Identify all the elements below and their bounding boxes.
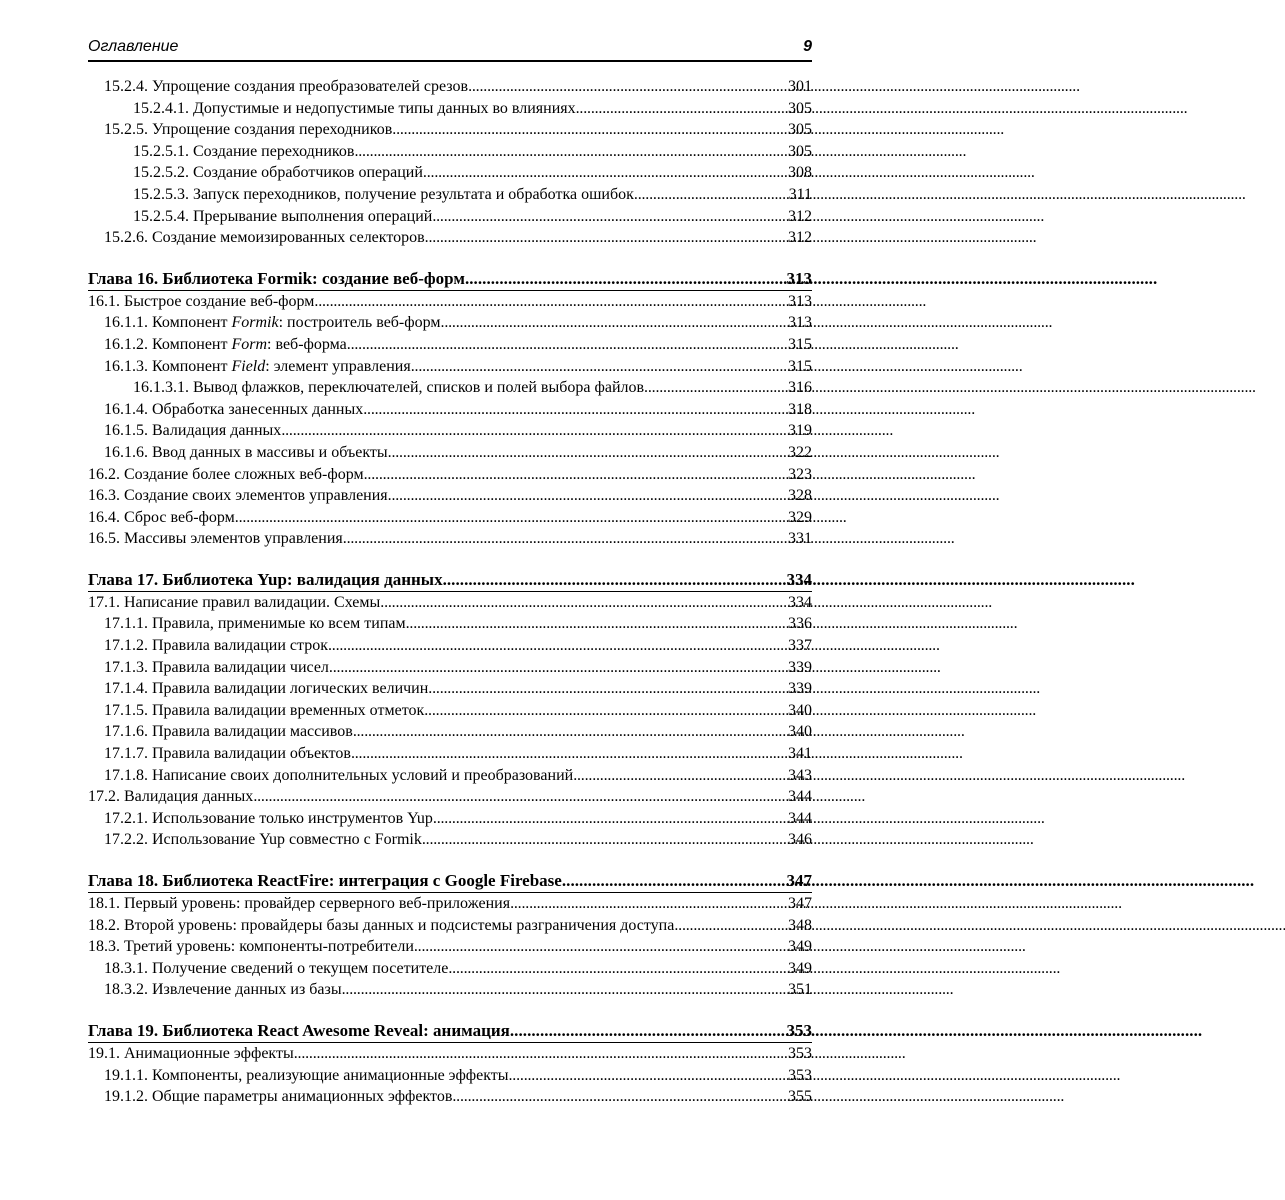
toc-entry-page-number: 339 bbox=[788, 658, 812, 676]
toc-entry[interactable] bbox=[88, 162, 812, 184]
toc-entry-label: 17.1.3. Правила валидации чисел bbox=[104, 658, 329, 676]
toc-entry-label: 17.1.6. Правила валидации массивов bbox=[104, 723, 353, 741]
toc-entry[interactable] bbox=[88, 464, 812, 486]
dot-leader bbox=[634, 184, 789, 206]
dot-leader bbox=[441, 312, 788, 334]
toc-entry-label-emphasis: Field bbox=[231, 357, 266, 375]
toc-entry-label: 17.1.4. Правила валидации логических величин bbox=[104, 680, 429, 698]
toc-entry[interactable] bbox=[88, 936, 812, 958]
toc-entry-label: 15.2.5.2. Создание обработчиков операций bbox=[133, 164, 423, 182]
toc-entry-page-number: 349 bbox=[788, 938, 812, 956]
toc-entry-page-number: 312 bbox=[788, 229, 812, 247]
toc-entry[interactable] bbox=[88, 635, 812, 657]
toc-entry-label: 16.1.5. Валидация данных bbox=[104, 422, 282, 440]
toc-entry[interactable] bbox=[88, 1086, 812, 1108]
toc-entry-label: 19.1. Анимационные эффекты bbox=[88, 1044, 294, 1062]
dot-leader bbox=[432, 206, 788, 228]
toc-entry[interactable] bbox=[88, 893, 812, 915]
toc-entry-page-number: 341 bbox=[788, 745, 812, 763]
toc-entry-page-number: 336 bbox=[788, 615, 812, 633]
dot-leader bbox=[328, 635, 788, 657]
toc-entry-page-number: 301 bbox=[788, 78, 812, 95]
toc-entry-label-text: : веб-форма bbox=[267, 335, 347, 353]
dot-leader bbox=[380, 592, 788, 614]
dot-leader bbox=[423, 162, 788, 184]
dot-leader bbox=[443, 569, 787, 591]
toc-entry-page-number: 351 bbox=[788, 981, 812, 999]
dot-leader bbox=[510, 893, 788, 915]
toc-entry-label: 17.1.8. Написание своих дополнительных условий и преобразований bbox=[104, 766, 574, 784]
toc-entry-label-emphasis: Formik bbox=[231, 314, 279, 332]
toc-entry-label: 15.2.5.4. Прерывание выполнения операций bbox=[133, 207, 433, 225]
dot-leader bbox=[448, 958, 788, 980]
toc-entry[interactable] bbox=[88, 485, 812, 507]
toc-entry-page-number: 328 bbox=[788, 487, 812, 505]
toc-entry-page-number: 331 bbox=[788, 530, 812, 548]
toc-entry-label: 17.2.1. Использование только инструментов Yup bbox=[104, 809, 433, 827]
toc-entry-page-number: 313 bbox=[786, 268, 812, 288]
running-head bbox=[88, 36, 812, 62]
toc-entry-page-number: 313 bbox=[788, 292, 812, 310]
dot-leader bbox=[343, 528, 788, 550]
toc-entry-page-number: 313 bbox=[788, 314, 812, 332]
dot-leader bbox=[422, 829, 788, 851]
dot-leader bbox=[342, 979, 788, 1001]
toc-entry[interactable] bbox=[88, 786, 812, 808]
toc-entry-label: 16.3. Создание своих элементов управления bbox=[88, 487, 388, 505]
toc-entry-page-number: 315 bbox=[788, 335, 812, 353]
toc-entry-page-number: 311 bbox=[788, 185, 812, 203]
dot-leader bbox=[644, 377, 788, 399]
toc-entry-page-number: 316 bbox=[788, 379, 812, 397]
dot-leader bbox=[509, 1065, 789, 1087]
dot-leader bbox=[433, 808, 788, 830]
toc-chapter-entry[interactable] bbox=[88, 870, 812, 893]
dot-leader bbox=[351, 743, 788, 765]
toc-entry-label: 15.2.5.1. Создание переходников bbox=[133, 142, 355, 160]
toc-entry-label: 17.1.5. Правила валидации временных отметок bbox=[104, 701, 425, 719]
toc-entry-page-number: 312 bbox=[788, 207, 812, 225]
toc-entry-label: 17.2.2. Использование Yup совместно с Formik bbox=[104, 831, 422, 849]
toc-entry-label: Глава 16. Библиотека Formik: создание веб-форм bbox=[88, 268, 465, 288]
dot-leader bbox=[674, 915, 788, 937]
toc-entry-label-text: : построитель веб-форм bbox=[278, 314, 441, 332]
toc-entry[interactable] bbox=[88, 442, 812, 464]
toc-entry-label: 17.1. Написание правил валидации. Схемы bbox=[88, 593, 381, 611]
toc-entry-page-number: 308 bbox=[788, 164, 812, 182]
toc-entry-label: 16.1.6. Ввод данных в массивы и объекты bbox=[104, 443, 388, 461]
toc-entry-page-number: 318 bbox=[788, 400, 812, 418]
toc-entry[interactable] bbox=[88, 958, 812, 980]
dot-leader bbox=[428, 678, 788, 700]
dot-leader bbox=[281, 420, 788, 442]
dot-leader bbox=[562, 870, 787, 892]
toc-entry[interactable] bbox=[88, 76, 812, 98]
dot-leader bbox=[354, 141, 788, 163]
toc-entry[interactable] bbox=[88, 528, 812, 550]
toc-entry-page-number: 315 bbox=[788, 357, 812, 375]
toc-entry[interactable] bbox=[88, 657, 812, 679]
toc-entry-label bbox=[104, 334, 347, 356]
toc-entry[interactable] bbox=[88, 420, 812, 442]
dot-leader bbox=[235, 507, 788, 529]
toc-entry-page-number: 322 bbox=[788, 443, 812, 461]
toc-entry-label: 18.1. Первый уровень: провайдер серверного веб-приложения bbox=[88, 895, 511, 912]
toc-entry-label bbox=[104, 356, 411, 378]
toc-entry-label: 15.2.5. Упрощение создания переходников bbox=[104, 121, 393, 139]
dot-leader bbox=[392, 119, 788, 141]
dot-leader bbox=[406, 613, 788, 635]
toc-chapter-entry[interactable] bbox=[88, 1020, 812, 1043]
dot-leader bbox=[363, 399, 788, 421]
toc-entry[interactable] bbox=[88, 613, 812, 635]
toc-entry-label: 18.3.1. Получение сведений о текущем посетителе bbox=[104, 959, 449, 977]
toc-entry-page-number: 355 bbox=[788, 1088, 812, 1106]
toc-entry[interactable] bbox=[88, 592, 812, 614]
toc-entry-label: 15.2.4.1. Допустимые и недопустимые типы данных во влияниях bbox=[133, 99, 576, 117]
toc-entry-label-text: 16.1.2. Компонент bbox=[104, 335, 232, 353]
toc-entry-page-number: 347 bbox=[786, 871, 812, 890]
toc-entry-page-number: 305 bbox=[788, 99, 812, 117]
toc-entry-label-text: : элемент управления bbox=[265, 357, 411, 375]
dot-leader bbox=[465, 268, 787, 290]
toc-entry-label: 17.1.1. Правила, применимые ко всем типам bbox=[104, 615, 406, 633]
toc-entry[interactable] bbox=[88, 979, 812, 1001]
toc-entry-label: 16.1.4. Обработка занесенных данных bbox=[104, 400, 364, 418]
dot-leader bbox=[364, 464, 788, 486]
toc-entry[interactable] bbox=[88, 829, 812, 851]
toc-entry-page-number: 353 bbox=[788, 1066, 812, 1084]
toc-entry-label bbox=[104, 312, 441, 334]
toc-entry[interactable] bbox=[88, 808, 812, 830]
toc-entry-label: 15.2.4. Упрощение создания преобразователей срезов bbox=[104, 78, 469, 95]
toc-entry-label: 18.2. Второй уровень: провайдеры базы данных и подсистемы разграничения доступа bbox=[88, 916, 675, 934]
dot-leader bbox=[353, 721, 788, 743]
dot-leader bbox=[329, 657, 788, 679]
toc-chapter-entry[interactable] bbox=[88, 569, 812, 592]
toc-entry-page-number: 339 bbox=[788, 680, 812, 698]
toc-entry[interactable] bbox=[88, 227, 812, 249]
toc-entry[interactable] bbox=[88, 184, 812, 206]
toc-entry-label: 15.2.5.3. Запуск переходников, получение результата и обработка ошибок bbox=[133, 185, 634, 203]
toc-entry[interactable] bbox=[88, 206, 812, 228]
toc-entry[interactable] bbox=[88, 291, 812, 313]
toc-entry-label-text: 16.1.3. Компонент bbox=[104, 357, 232, 375]
dot-leader bbox=[294, 1043, 788, 1065]
dot-leader bbox=[576, 98, 788, 120]
dot-leader bbox=[414, 936, 788, 958]
toc-entry[interactable] bbox=[88, 700, 812, 722]
dot-leader bbox=[388, 442, 788, 464]
toc-entry-page-number: 349 bbox=[788, 959, 812, 977]
dot-leader bbox=[425, 227, 788, 249]
toc-entry[interactable] bbox=[88, 1065, 812, 1087]
toc-entry-label: Глава 18. Библиотека ReactFire: интеграция с Google Firebase bbox=[88, 871, 562, 890]
toc-entry[interactable] bbox=[88, 1043, 812, 1065]
toc-entry-label: 16.5. Массивы элементов управления bbox=[88, 530, 343, 548]
toc-entry-label: 16.2. Создание более сложных веб-форм bbox=[88, 465, 364, 483]
toc-entry-label: 16.1. Быстрое создание веб-форм bbox=[88, 292, 315, 310]
dot-leader bbox=[388, 485, 788, 507]
toc-entry-page-number: 305 bbox=[788, 142, 812, 160]
toc-chapter-entry[interactable] bbox=[88, 268, 812, 291]
toc-entry-label-text: 16.1.1. Компонент bbox=[104, 314, 232, 332]
dot-leader bbox=[424, 700, 788, 722]
toc-entry[interactable] bbox=[88, 915, 812, 937]
toc-entry-page-number: 353 bbox=[786, 1020, 812, 1040]
toc-entry[interactable] bbox=[88, 721, 812, 743]
dot-leader bbox=[468, 76, 788, 98]
toc-entry-label: 17.1.7. Правила валидации объектов bbox=[104, 745, 351, 763]
toc-entry-page-number: 343 bbox=[788, 766, 812, 784]
running-head-page-number: 9 bbox=[803, 38, 812, 55]
toc-entry[interactable] bbox=[88, 678, 812, 700]
toc-entry[interactable] bbox=[88, 119, 812, 141]
toc-entry-page-number: 329 bbox=[788, 508, 812, 526]
dot-leader bbox=[510, 1020, 787, 1042]
toc-entry-label: 16.4. Сброс веб-форм bbox=[88, 508, 235, 526]
dot-leader bbox=[452, 1086, 788, 1108]
toc-entry-label: 16.1.3.1. Вывод флажков, переключателей, списков и полей выбора файлов bbox=[133, 379, 645, 397]
toc-entry[interactable] bbox=[88, 141, 812, 163]
dot-leader bbox=[347, 334, 788, 356]
toc-entry-label: 19.1.2. Общие параметры анимационных эффектов bbox=[104, 1088, 453, 1106]
toc-entry-label-emphasis: Form bbox=[231, 335, 268, 353]
toc-entry-page-number: 319 bbox=[788, 422, 812, 440]
toc-entry-page-number: 340 bbox=[788, 701, 812, 719]
toc-entry[interactable] bbox=[88, 312, 812, 334]
toc-entry-page-number: 344 bbox=[788, 788, 812, 806]
toc-entry-page-number: 344 bbox=[788, 809, 812, 827]
toc-entry-label: 18.3.2. Извлечение данных из базы bbox=[104, 981, 342, 999]
toc-entry[interactable] bbox=[88, 98, 812, 120]
toc-entry-page-number: 323 bbox=[788, 465, 812, 483]
toc-entry-page-number: 334 bbox=[788, 593, 812, 611]
dot-leader bbox=[253, 786, 788, 808]
toc-entry-label: 17.1.2. Правила валидации строк bbox=[104, 637, 328, 655]
toc-entry-page-number: 305 bbox=[788, 121, 812, 139]
toc-entry-page-number: 340 bbox=[788, 723, 812, 741]
toc-entry-page-number: 346 bbox=[788, 831, 812, 849]
running-head-title: Оглавление bbox=[88, 38, 179, 55]
dot-leader bbox=[314, 291, 788, 313]
toc-entry-label: 15.2.6. Создание мемоизированных селекторов bbox=[104, 229, 425, 247]
toc-entry-label: Глава 19. Библиотека React Awesome Reveal: анимация bbox=[88, 1020, 510, 1040]
toc-entry-label: 17.2. Валидация данных bbox=[88, 788, 254, 806]
toc-entry-page-number: 337 bbox=[788, 637, 812, 655]
dot-leader bbox=[573, 765, 788, 787]
toc-entry[interactable] bbox=[88, 765, 812, 787]
toc-entry[interactable] bbox=[88, 356, 812, 378]
toc-entry-label: Глава 17. Библиотека Yup: валидация данных bbox=[88, 569, 443, 589]
toc-entry-page-number: 347 bbox=[788, 895, 812, 912]
toc-entry[interactable] bbox=[88, 334, 812, 356]
toc-entry[interactable] bbox=[88, 399, 812, 421]
toc-entry-page-number: 353 bbox=[788, 1044, 812, 1062]
toc-entry-page-number: 348 bbox=[788, 916, 812, 934]
toc-entry[interactable] bbox=[88, 743, 812, 765]
dot-leader bbox=[411, 356, 788, 378]
toc-entry[interactable] bbox=[88, 377, 812, 399]
toc-entry-page-number: 334 bbox=[786, 569, 812, 589]
toc-entry-label: 18.3. Третий уровень: компоненты-потребители bbox=[88, 938, 414, 956]
toc-entry[interactable] bbox=[88, 507, 812, 529]
table-of-contents bbox=[88, 76, 812, 1108]
toc-entry-label: 19.1.1. Компоненты, реализующие анимационные эффекты bbox=[104, 1066, 509, 1084]
